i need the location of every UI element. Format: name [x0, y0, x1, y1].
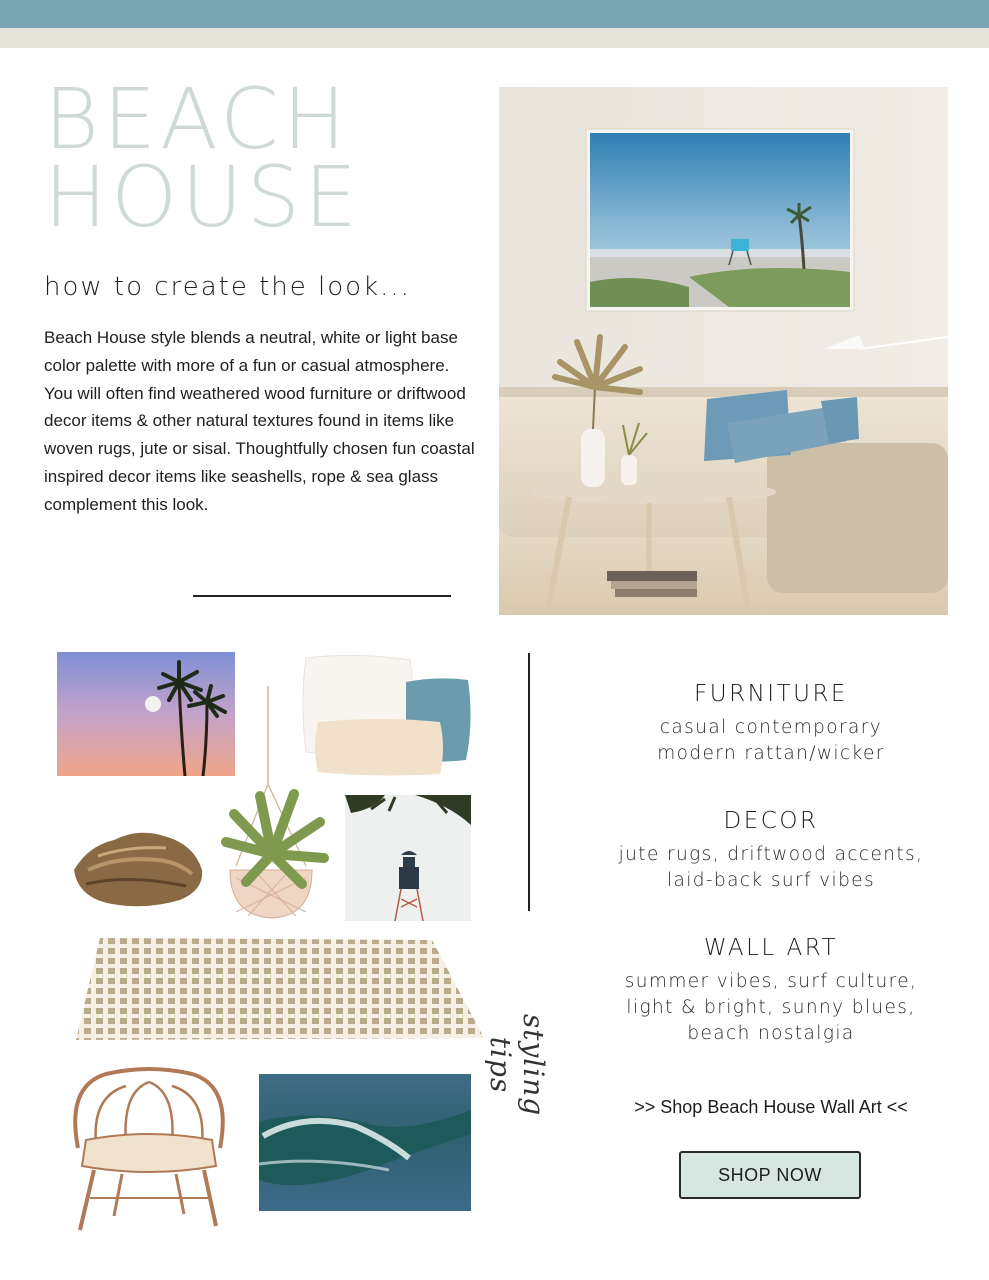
section-line: summer vibes, surf culture,: [624, 971, 918, 992]
section-wall-art: [600, 935, 942, 1047]
section-furniture: [600, 681, 942, 767]
section-description: [600, 969, 942, 1047]
room-photo: [499, 87, 948, 615]
lighthouse-photo: [345, 795, 471, 921]
section-heading: WALL ART: [703, 935, 839, 961]
woven-rug-illustration: [72, 938, 484, 1042]
section-description: [600, 715, 942, 767]
styling-tips-label: styling tips: [484, 1013, 550, 1117]
divider-vertical: [528, 653, 530, 911]
top-color-bar: [0, 0, 989, 28]
shop-wall-art-link[interactable]: >> Shop Beach House Wall Art <<: [634, 1097, 908, 1117]
section-line: casual contemporary: [659, 717, 883, 738]
page-title: [44, 70, 362, 246]
title-line-1: BEACH: [44, 70, 350, 168]
top-accent-bar: [0, 28, 989, 48]
intro-paragraph: Beach House style blends a neutral, white or light base color palette with more of a fun or casual atmosphere. You will often find weathered wood furniture or driftwood decor items & other natural textures found in items like woven rugs, jute or sisal. Thoughtfully chosen fun coastal inspired decor items like seashells, rope & sea glass complement this look.: [44, 328, 475, 514]
section-description: [600, 842, 942, 894]
divider-horizontal: [193, 595, 451, 597]
palm-sunset-photo: [57, 652, 235, 776]
rattan-chair-illustration: [66, 1066, 232, 1234]
section-decor: [600, 808, 942, 894]
section-line: beach nostalgia: [687, 1023, 855, 1044]
section-line: jute rugs, driftwood accents,: [618, 844, 924, 865]
hanging-plant-illustration: [216, 686, 332, 922]
shop-now-button[interactable]: SHOP NOW: [679, 1151, 861, 1199]
section-heading: FURNITURE: [694, 681, 848, 707]
title-line-2: HOUSE: [44, 148, 362, 246]
section-heading: DECOR: [723, 808, 819, 834]
section-line: light & bright, sunny blues,: [626, 997, 916, 1018]
section-line: modern rattan/wicker: [657, 743, 885, 764]
driftwood-photo: [68, 826, 206, 910]
section-line: laid-back surf vibes: [666, 870, 876, 891]
page-subtitle: how to create the look...: [44, 272, 411, 302]
wave-photo: [259, 1074, 471, 1211]
